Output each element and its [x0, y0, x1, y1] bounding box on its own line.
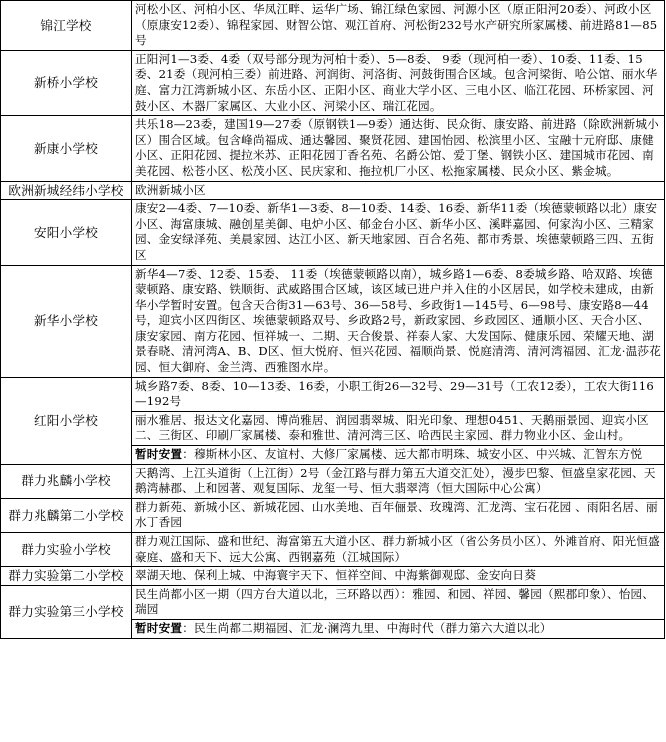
- school-name-cell: 群力兆麟小学校: [1, 464, 132, 498]
- district-communities-text: 丽水雅居、报达文化嘉园、博尚雅居、润园翡翠城、阳光印象、理想0451、天鹅丽景园、迎宾小区二、三街区、印刷厂家属楼、泰和雅世、清河湾三区、哈西民主家园、群力物业小区、金山村。: [132, 411, 664, 444]
- table-row: [1, 116, 665, 181]
- table-row: [1, 498, 665, 532]
- temporary-placement-text: ：民生尚都二期福园、汇龙·澜湾九里、中海时代（群力第六大道以北）: [182, 620, 552, 635]
- district-communities-text: 民生尚都小区一期（四方台大道以北，三环路以西）：雅园、和园、祥园、馨园（熙郡印象）、怡园、瑞园: [135, 586, 655, 617]
- school-name-cell: 群力实验第二小学校: [1, 567, 132, 586]
- school-name-cell: 锦江学校: [1, 1, 132, 51]
- district-area-cell: 翠湖天地、保利上城、中海寰宇天下、恒祥空间、中海紫御观邸、金安向日葵: [132, 567, 665, 586]
- district-area-cell: 新华4—7委、12委、15委、 11委（埃德蒙顿路以南），城乡路1—6委、8委城乡路、哈双路、埃德蒙顿路、康安路、铁顺街、武威路围合区域，该区域已进户并入住的小区居民，如学校未建成，由新华小学暂时安置。包含天合街31—63号、36—58号、乡政街1—145号、6—98号、康安路8—44号，迎宾小区四街区、埃德蒙顿路双号、乡政路2号，新政家园、乡政园区、通顺小区、天合小区、康安家园、南方花园、恒祥城一、二期、天合俊景、祥泰人家、大发国际、健康乐园、荣耀天地、湖景春晓、清河湾A、B、D区、恒大悦府、恒兴花园、福顺尚景、悦庭清湾、清河湾福园、汇龙·温莎花园、恒大御府、金兰湾、西雅图水岸。: [132, 265, 665, 377]
- table-row: [1, 585, 665, 638]
- table-row: [1, 464, 665, 498]
- table-row: [1, 200, 665, 265]
- temporary-placement-label: 暂时安置: [135, 447, 183, 462]
- temporary-placement-note: [132, 619, 664, 637]
- temporary-placement-label: 暂时安置: [135, 620, 183, 635]
- table-row: [1, 181, 665, 200]
- school-name-cell: 群力兆麟第二小学校: [1, 498, 132, 532]
- district-area-cell: 群力新苑、新城小区、新城花园、山水美地、百年俪景、玫瑰湾、汇龙湾、宝石花园 、雨阳名居、丽水丁香园: [132, 498, 665, 532]
- district-streets-text: 城乡路7委、8委、10—13委、16委，小职工街26—32号、29—31号（工农12委），工农大街116—192号: [135, 378, 654, 409]
- district-area-cell: 群力观江国际、盛和世纪、海富第五大道小区、群力新城小区（省公务员小区）、外滩首府、阳光恒盛豪庭、盛和天下、远大公寓、西钢嘉苑（江城国际）: [132, 533, 665, 567]
- table-row: [1, 50, 665, 115]
- district-area-cell: [132, 377, 665, 464]
- school-name-cell: 欧洲新城经纬小学校: [1, 181, 132, 200]
- table-row: [1, 1, 665, 51]
- school-name-cell: 安阳小学校: [1, 200, 132, 265]
- school-name-cell: 新华小学校: [1, 265, 132, 377]
- district-area-cell: 共乐18—23委，建国19—27委（原钢铁1—9委）通达街、民众街、康安路、前进路（除欧洲新城小区）围合区域。包含峰尚福成、通达馨园、聚贤花园、建国怡园、松滨里小区、宝融十元府邸、康健小区、正阳花园、提拉米苏、正阳花园丁香名苑、名爵公馆、爱丁堡、钢铁小区、建国城市花园、南美花园、松苍小区、松茂小区、民庆家和、拖拉机厂小区、松拖家属楼、民众小区、紫金城。: [132, 116, 665, 181]
- district-area-cell: 康安2—4委、7—10委、新华1—3委、8—10委、14委、16委、新华11委（埃德蒙顿路以北）康安小区、海富康城、融创星美御、电炉小区、郁金台小区、新华小区、溪畔嘉园、何家沟小区、三精家园、金安绿泽苑、美晨家园、达江小区、新天地家园、百合名苑、都市秀景、埃德蒙顿路三四、五街区: [132, 200, 665, 265]
- table-row: [1, 533, 665, 567]
- table-row: [1, 265, 665, 377]
- school-name-cell: 新桥小学校: [1, 50, 132, 115]
- table-row: [1, 567, 665, 586]
- table-row: [1, 377, 665, 464]
- district-area-cell: [132, 585, 665, 638]
- school-name-cell: 红阳小学校: [1, 377, 132, 464]
- school-name-cell: 群力实验小学校: [1, 533, 132, 567]
- district-area-cell: 正阳河1—3委、4委（双号部分现为河柏十委）、5—8委、 9委（现河柏一委）、10委、11委、15委、21委（现河柏三委）前进路、河润街、河洛街、河鼓街围合区域。包含河梁街、哈公馆、丽水华庭、富力江湾新城小区、东岳小区、正阳小区、商业大学小区、三电小区、临江花园、环桥家园、河鼓小区、木器厂家属区、大业小区、河梁小区、瑞江花园。: [132, 50, 665, 115]
- temporary-placement-text: ：穆斯林小区、友谊村、大修厂家属楼、远大都市明珠、城安小区、中兴城、汇智东方悦: [182, 447, 643, 462]
- district-area-cell: 河松小区、河柏小区、华凤江畔、运华广场、锦江绿色家园、河源小区（原正阳河20委）、河政小区（原康安12委）、锦程家园、财智公馆、观江首府、河松街232号水产研究所家属楼、前进路81—85号: [132, 1, 665, 51]
- district-area-cell: 天鹅湾、上江头道街（上江街）2号（金江路与群力第五大道交汇处），漫步巴黎、恒盛皇家花园、天鹅湾赫郡、上和园著、观复国际、龙玺一号、恒大翡翠湾（恒大国际中心公寓）: [132, 464, 665, 498]
- district-area-cell: 欧洲新城小区: [132, 181, 665, 200]
- school-name-cell: 新康小学校: [1, 116, 132, 181]
- school-name-cell: 群力实验第三小学校: [1, 585, 132, 638]
- temporary-placement-note: [132, 445, 664, 463]
